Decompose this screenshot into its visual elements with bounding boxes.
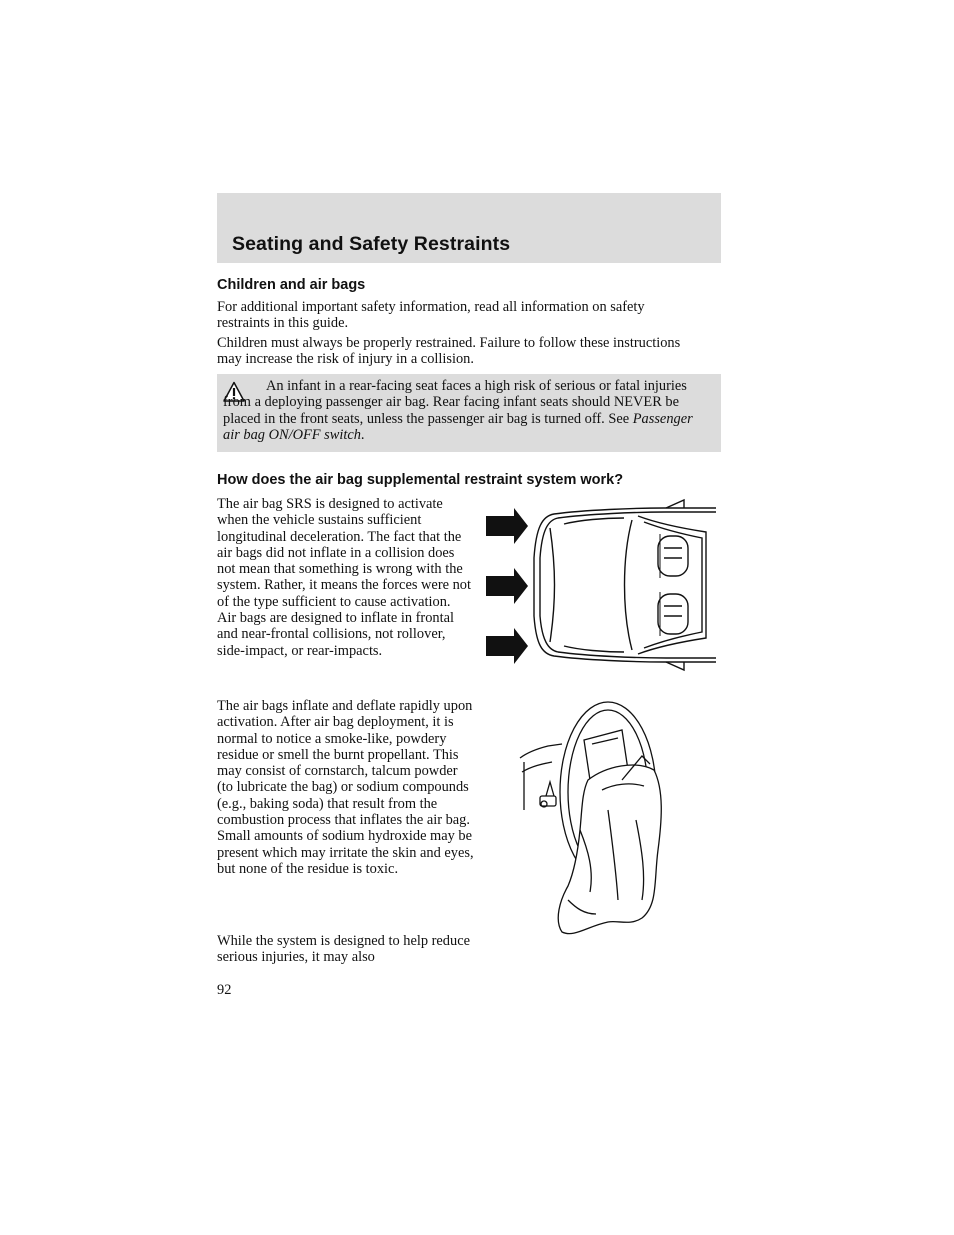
srs-heading: How does the air bag supplemental restraint system work? <box>217 472 624 488</box>
srs-activation-paragraph: The air bag SRS is designed to activate when the vehicle sustains sufficient longitudinal deceleration. The fact that the air bags did not inflate in a collision does not mean that something is wrong with the system. Rather, it means the forces were not of the type sufficient to cause activation. Air bags are designed to inflate in frontal and near-frontal collisions, not rollover, side-impact, or rear-impacts. <box>217 496 471 659</box>
warning-text <box>223 378 713 443</box>
page-number: 92 <box>217 982 232 998</box>
safety-info-paragraph: For additional important safety information, read all information on safety restraints in this guide. <box>217 299 645 332</box>
srs-injury-paragraph: While the system is designed to help reduce serious injuries, it may also <box>217 933 470 966</box>
impact-arrow-icon <box>486 568 528 604</box>
warning-box <box>217 374 721 452</box>
impact-arrow-icon <box>486 508 528 544</box>
children-restrained-paragraph: Children must always be properly restrained. Failure to follow these instructions may increase the risk of injury in a collision. <box>217 335 681 368</box>
deployed-airbag-steering-wheel-illustration <box>518 700 668 945</box>
warning-body: An infant in a rear-facing seat faces a high risk of serious or fatal injuries from a deploying passenger air bag. Rear facing infant seats should NEVER be placed in the front seats, unless the passenger air bag is turned off. See <box>223 378 687 427</box>
frontal-impact-car-illustration <box>484 498 720 672</box>
section-title: Seating and Safety Restraints <box>232 233 511 255</box>
children-airbags-heading: Children and air bags <box>217 277 366 293</box>
warning-end: . <box>360 426 365 443</box>
section-header-bar <box>217 193 721 263</box>
warning-reference: Passenger air bag ON/OFF switch <box>223 410 693 443</box>
impact-arrow-icon <box>486 628 528 664</box>
srs-residue-paragraph: The air bags inflate and deflate rapidly upon activation. After air bag deployment, it is normal to notice a smoke-like, powdery residue or smell the burnt propellant. This may consist of cornstarch, talcum powder (to lubricate the bag) or sodium compounds (e.g., baking soda) that result from the combustion process that inflates the air bag. Small amounts of sodium hydroxide may be present which may irritate the skin and eyes, but none of the residue is toxic. <box>217 698 474 877</box>
